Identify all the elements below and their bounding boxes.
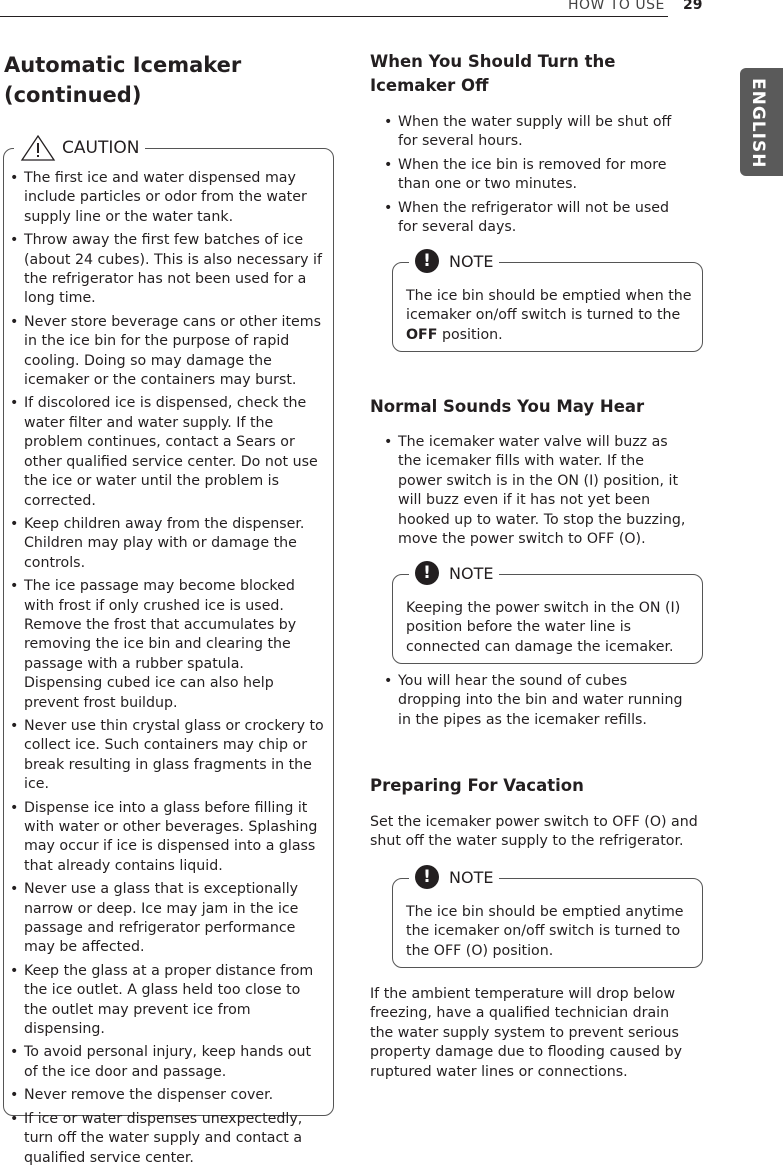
exclamation-icon: ! bbox=[415, 561, 439, 585]
list-item: • Never remove the dispenser cover. bbox=[24, 1086, 326, 1105]
list-item: • Never use thin crystal glass or crockery to collect ice. Such containers may chip or break resulting in glass fragments in the ice. bbox=[24, 717, 326, 795]
section-name: HOW TO USE bbox=[568, 0, 665, 13]
list-item: • The first ice and water dispensed may include particles or odor from the water supply line or the water tank. bbox=[24, 169, 326, 227]
list-item: • The icemaker water valve will buzz as the icemaker fills with water. If the power switch is in the ON (I) position, it will buzz even if it has not yet been hooked up to water. To stop the buzzing, move the power switch to OFF (O). bbox=[398, 433, 690, 549]
note-text-part: position. bbox=[437, 326, 503, 343]
section-heading: Normal Sounds You May Hear bbox=[370, 397, 645, 416]
caution-heading bbox=[14, 134, 145, 162]
section-heading: Preparing For Vacation bbox=[370, 776, 584, 795]
language-tab-label: ENGLISH bbox=[748, 78, 768, 169]
list-item: • If ice or water dispenses unexpectedly, turn off the water supply and contact a qualified service center. bbox=[24, 1110, 326, 1168]
vacation-paragraph: Set the icemaker power switch to OFF (O) and shut off the water supply to the refrigerator. bbox=[370, 814, 698, 850]
page-title: Automatic Icemaker (continued) bbox=[4, 53, 242, 107]
note-label: NOTE bbox=[449, 867, 494, 887]
exclamation-icon: ! bbox=[415, 865, 439, 889]
sounds-list bbox=[398, 433, 690, 553]
note-heading bbox=[409, 249, 499, 273]
note-label: NOTE bbox=[449, 563, 494, 583]
list-item: • Keep children away from the dispenser. Children may play with or damage the controls. bbox=[24, 515, 326, 573]
note-text: The ice bin should be emptied anytime the icemaker on/off switch is turned to the OFF (O) position. bbox=[406, 904, 684, 959]
list-item: • Never use a glass that is exceptionally narrow or deep. Ice may jam in the ice passage and refrigerator performance may be affected. bbox=[24, 880, 326, 958]
header-rule bbox=[0, 16, 668, 17]
note-heading bbox=[409, 865, 499, 889]
list-item: • To avoid personal injury, keep hands out of the ice door and passage. bbox=[24, 1043, 326, 1082]
list-item: • You will hear the sound of cubes dropping into the bin and water running in the pipes as the icemaker refills. bbox=[398, 672, 683, 730]
language-tab bbox=[740, 68, 783, 176]
list-item: • Throw away the first few batches of ice (about 24 cubes). This is also necessary if the refrigerator has not been used for a long time. bbox=[24, 231, 326, 309]
sounds-list-2 bbox=[398, 672, 683, 734]
note-text-part: The ice bin should be emptied when the icemaker on/off switch is turned to the bbox=[406, 288, 692, 324]
list-item: • When the refrigerator will not be used for several days. bbox=[398, 199, 683, 238]
list-item: • When the ice bin is removed for more than one or two minutes. bbox=[398, 156, 683, 195]
list-item: • Keep the glass at a proper distance from the ice outlet. A glass held too close to the outlet may prevent ice from dispensing. bbox=[24, 962, 326, 1040]
note-box bbox=[392, 867, 703, 968]
note-label: NOTE bbox=[449, 251, 494, 271]
freezing-paragraph: If the ambient temperature will drop below freezing, have a qualified technician drain the water supply system to prevent serious property damage due to flooding caused by ruptured water lines or connections. bbox=[370, 986, 682, 1080]
note-text-bold: OFF bbox=[406, 326, 438, 343]
note-text: Keeping the power switch in the ON (I) position before the water line is connected can damage the icemaker. bbox=[406, 600, 681, 655]
note-text bbox=[393, 263, 702, 353]
warning-triangle-icon bbox=[20, 134, 56, 162]
exclamation-icon: ! bbox=[415, 249, 439, 273]
list-item: • Dispense ice into a glass before filling it with water or other beverages. Splashing may occur if ice is dispensed into a glass that already contains liquid. bbox=[24, 799, 326, 877]
list-item: • Never store beverage cans or other items in the ice bin for the purpose of rapid cooling. Doing so may damage the icemaker or the containers may burst. bbox=[24, 313, 326, 391]
note-box bbox=[392, 251, 703, 352]
list-item: • When the water supply will be shut off for several hours. bbox=[398, 113, 683, 152]
list-item: • If discolored ice is dispensed, check the water filter and water supply. If the problem continues, contact a Sears or other qualified service center. Do not use the ice or water until the problem is corrected. bbox=[24, 394, 326, 510]
caution-list bbox=[24, 169, 326, 1172]
note-heading bbox=[409, 561, 499, 585]
caution-label: CAUTION bbox=[62, 138, 140, 158]
section-heading: When You Should Turn the Icemaker Off bbox=[370, 52, 616, 95]
turn-off-list bbox=[398, 113, 683, 241]
page-number: 29 bbox=[683, 0, 703, 13]
note-box bbox=[392, 563, 703, 664]
list-item: • The ice passage may become blocked with frost if only crushed ice is used. Remove the frost that accumulates by removing the ice bin and clearing the passage with a rubber spatula. Dispensing cubed ice can also help prevent frost buildup. bbox=[24, 577, 326, 713]
